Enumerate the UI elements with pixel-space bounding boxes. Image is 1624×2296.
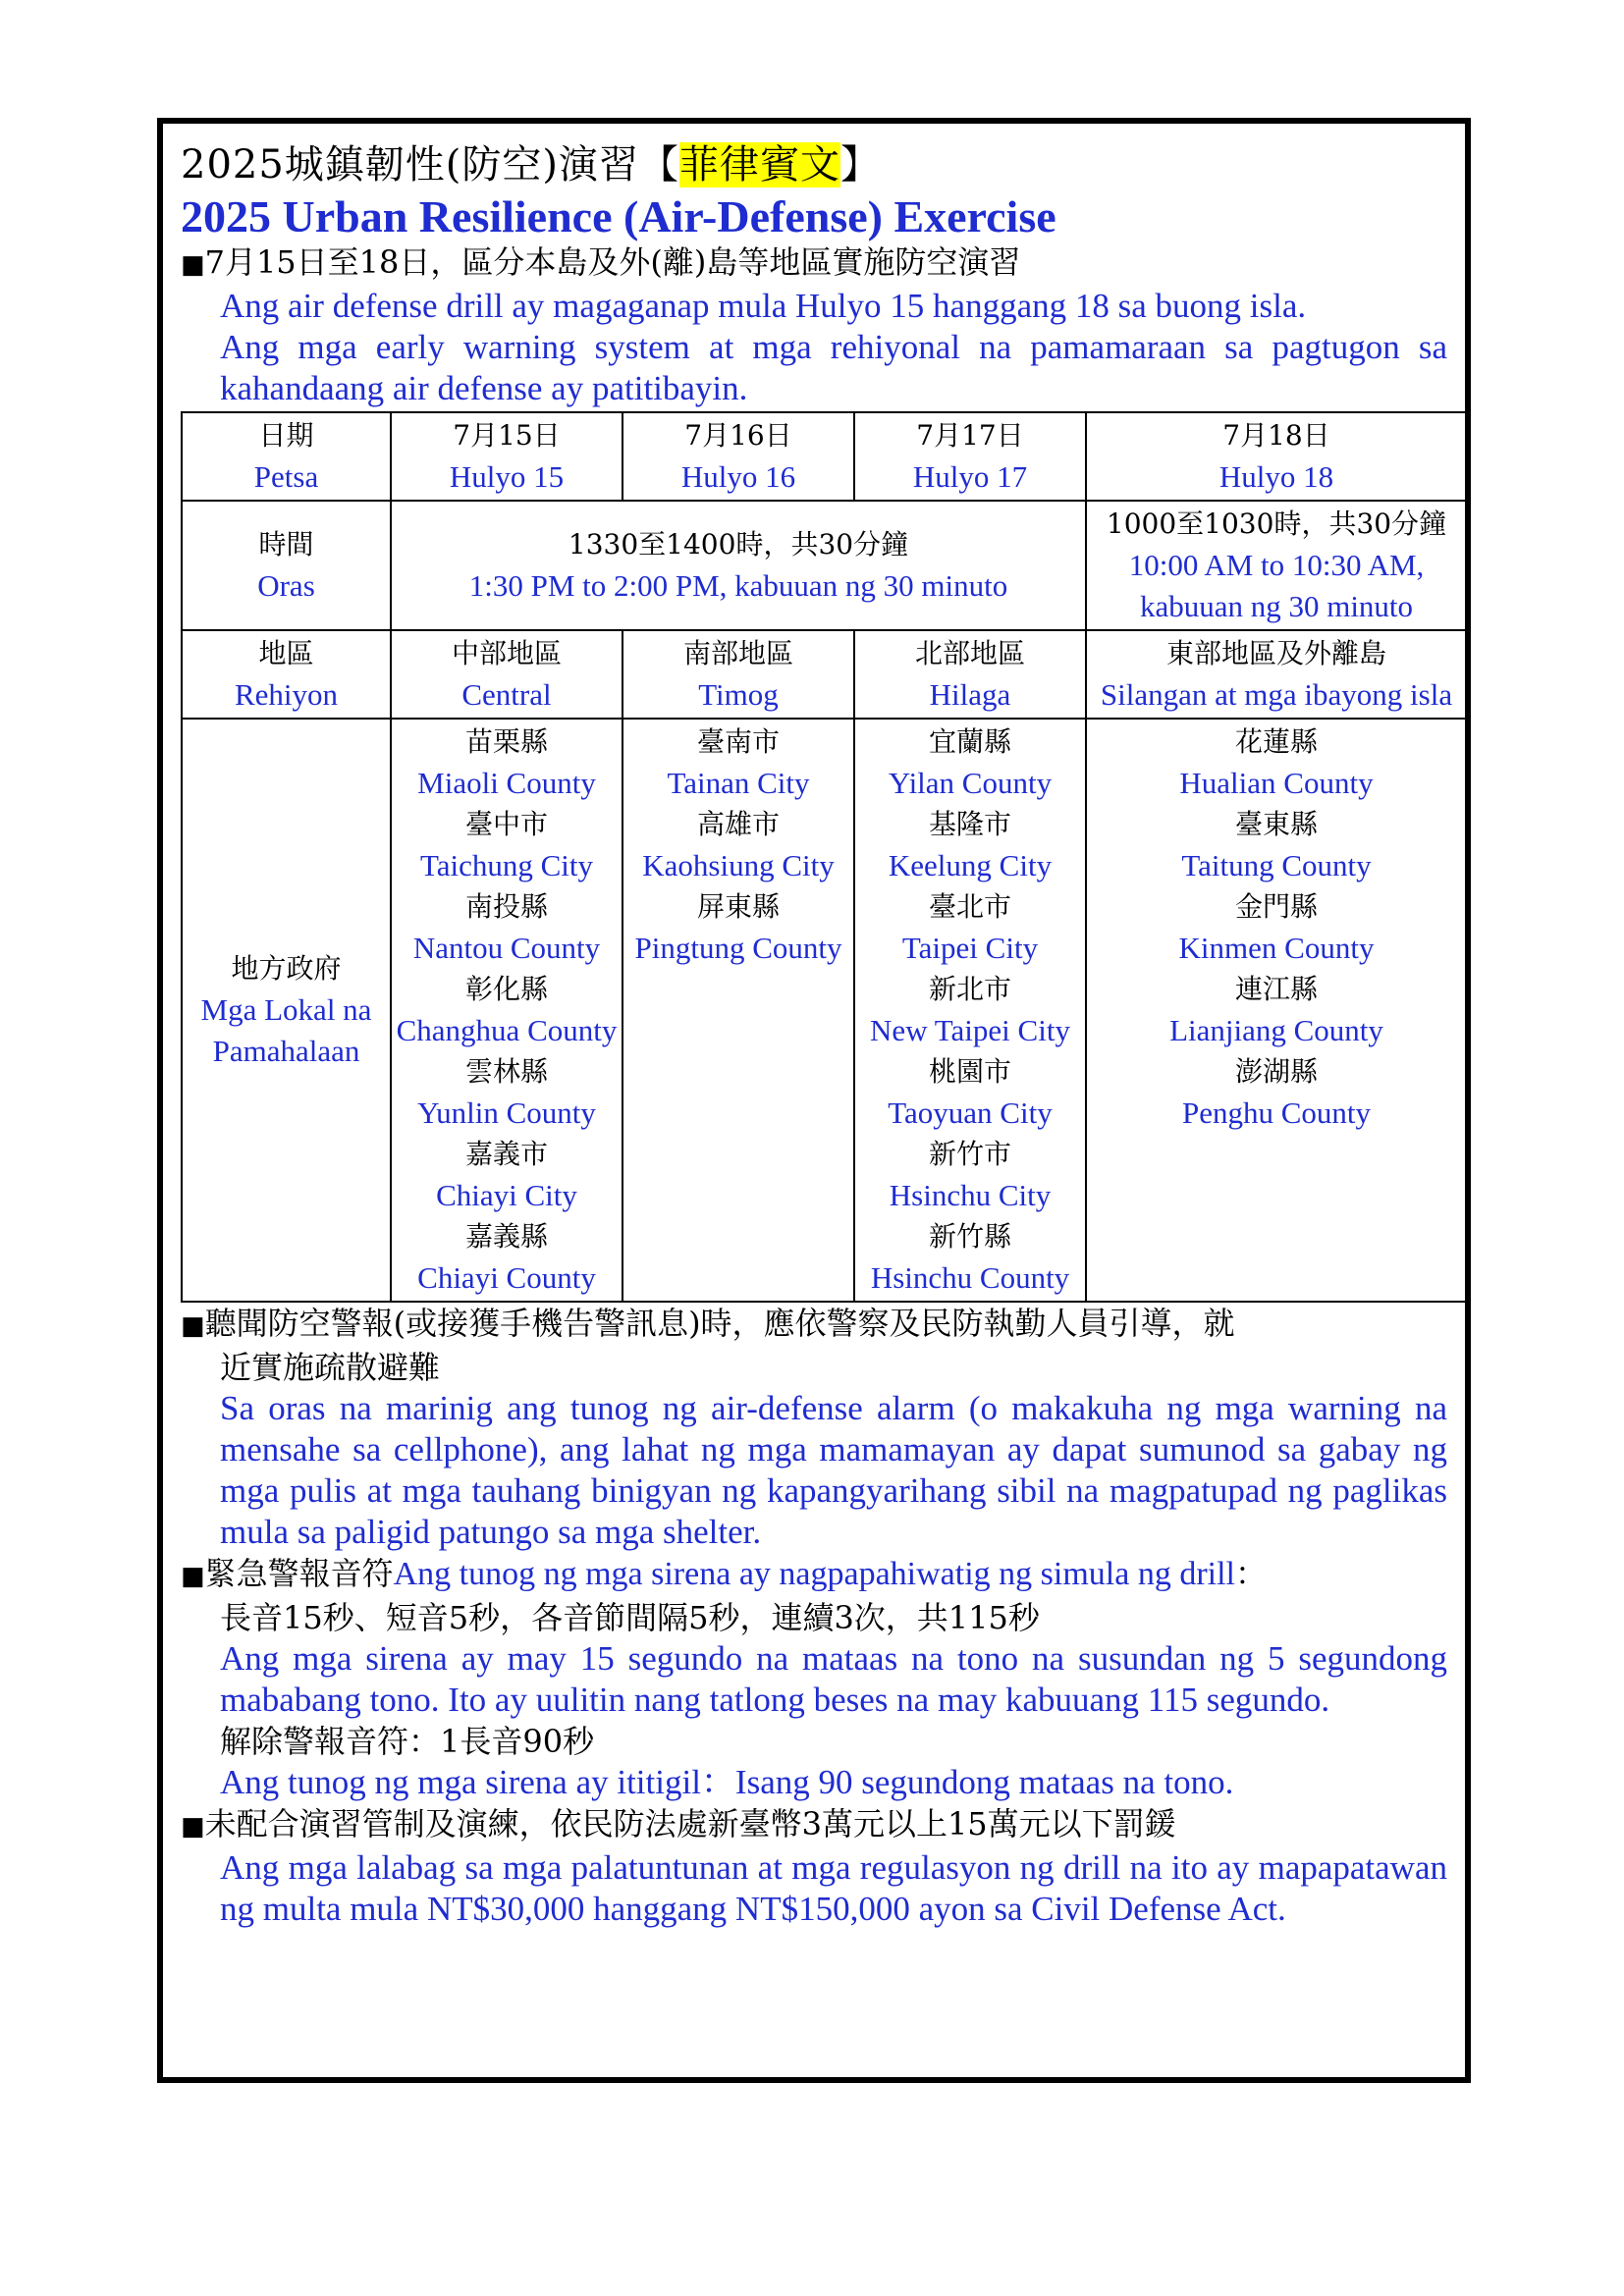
county-en: Taoyuan City <box>888 1095 1053 1130</box>
region-zh: 南部地區 <box>682 637 793 669</box>
date-en: Hulyo 17 <box>912 459 1028 494</box>
county-zh: 臺北市 <box>928 890 1011 923</box>
region-header-zh: 地區 <box>258 637 314 669</box>
siren-clear-en: Ang tunog ng mga sirena ay ititigil：Isang 90 segundong mataas na tono. <box>220 1763 1234 1801</box>
alarm-bullet <box>181 1303 1447 1347</box>
county-zh: 花蓮縣 <box>1234 725 1318 758</box>
county-zh: 澎湖縣 <box>1234 1055 1318 1088</box>
language-highlight: 菲律賓文 <box>679 142 841 187</box>
region-header <box>182 630 391 719</box>
county-en: Kaohsiung City <box>642 848 835 882</box>
time-last-en: 10:00 AM to 10:30 AM, kabuuan ng 30 minuto <box>1128 548 1425 623</box>
bullet-marker: ■ <box>181 250 205 280</box>
county-zh: 苗栗縣 <box>464 725 548 758</box>
date-en: Hulyo 16 <box>680 459 796 494</box>
county-en: Tainan City <box>667 766 810 800</box>
time-span-cell <box>391 501 1086 630</box>
siren-bullet <box>181 1553 1447 1597</box>
county-en: Yunlin County <box>417 1095 596 1130</box>
time-span-en: 1:30 PM to 2:00 PM, kabuuan ng 30 minuto <box>468 568 1008 603</box>
county-zh: 臺中市 <box>464 808 548 840</box>
bullet-marker: ■ <box>181 1311 205 1341</box>
time-last-zh: 1000至1030時，共30分鐘 <box>1106 507 1447 540</box>
time-last-cell <box>1086 501 1467 630</box>
penalty-en: Ang mga lalabag sa mga palatuntunan at mga regulasyon ng drill na ito ay mapapatawan ng multa mula NT$30,000 hanggang NT$150,000 ayon sa Civil Defense Act. <box>220 1848 1447 1928</box>
siren-zh-prefix: 緊急警報音符 <box>204 1555 394 1592</box>
county-zh: 桃園市 <box>928 1055 1011 1088</box>
penalty-bullet <box>181 1803 1447 1847</box>
region-en: Timog <box>698 677 779 712</box>
date-header-en: Petsa <box>253 459 319 494</box>
county-zh: 連江縣 <box>1234 973 1318 1005</box>
region-cell <box>391 630 623 719</box>
county-en: New Taipei City <box>870 1013 1070 1047</box>
document-content <box>181 137 1453 1930</box>
county-zh: 高雄市 <box>696 808 780 840</box>
county-zh: 新北市 <box>928 973 1011 1005</box>
date-cell <box>391 412 623 501</box>
time-header-zh: 時間 <box>258 528 314 561</box>
north-governments <box>854 719 1086 1302</box>
date-zh: 7月17日 <box>916 419 1024 452</box>
county-en: Hualian County <box>1179 766 1374 800</box>
bullet-marker: ■ <box>181 1812 205 1842</box>
county-zh: 宜蘭縣 <box>928 725 1011 758</box>
county-en: Chiayi County <box>417 1260 596 1295</box>
county-en: Chiayi City <box>436 1178 577 1212</box>
penalty-zh: 未配合演習管制及演練，依民防法處新臺幣3萬元以上15萬元以下罰鍰 <box>204 1805 1176 1842</box>
county-en: Hsinchu County <box>870 1260 1070 1295</box>
date-header <box>182 412 391 501</box>
county-en: Taitung County <box>1181 848 1372 882</box>
table-row-date <box>182 412 1467 501</box>
county-en: Keelung City <box>888 848 1053 882</box>
date-zh: 7月16日 <box>684 419 792 452</box>
county-en: Changhua County <box>396 1013 618 1047</box>
region-zh: 中部地區 <box>451 637 562 669</box>
siren-en-inline: Ang tunog ng mga sirena ay nagpapahiwatig ng simula ng drill <box>393 1556 1235 1592</box>
county-zh: 南投縣 <box>464 890 548 923</box>
county-zh: 雲林縣 <box>464 1055 548 1088</box>
government-header-en: Mga Lokal na Pamahalaan <box>200 992 372 1068</box>
title-chinese <box>181 137 1447 192</box>
table-row-time <box>182 501 1467 630</box>
county-en: Taipei City <box>901 931 1039 965</box>
title-zh-text: 2025城鎮韌性(防空)演習【 <box>181 142 680 187</box>
date-header-zh: 日期 <box>258 419 314 452</box>
date-zh: 7月15日 <box>453 419 561 452</box>
county-en: Nantou County <box>412 931 601 965</box>
county-zh: 新竹縣 <box>928 1220 1011 1253</box>
title-zh-bracket: 】 <box>840 142 882 187</box>
bullet-marker: ■ <box>181 1562 205 1591</box>
region-en: Silangan at mga ibayong isla <box>1100 677 1453 712</box>
region-zh: 北部地區 <box>914 637 1025 669</box>
south-governments <box>623 719 854 1302</box>
county-en: Lianjiang County <box>1169 1013 1383 1047</box>
table-row-government <box>182 719 1467 1302</box>
east-governments <box>1086 719 1467 1302</box>
county-en: Yilan County <box>888 766 1053 800</box>
time-span-zh: 1330至1400時，共30分鐘 <box>568 528 909 561</box>
date-cell <box>623 412 854 501</box>
alarm-en: Sa oras na marinig ang tunog ng air-defense alarm (o makakuha ng mga warning na mensahe sa cellphone), ang lahat ng mga mamamayan ay dapat sumunod sa gabay ng mga pulis at mga tauhang binigyan ng kapangyarihang sibil na magpatupad ng paglikas mula sa paligid patungo sa mga shelter. <box>220 1389 1447 1551</box>
county-en: Taichung City <box>419 848 594 882</box>
county-en: Kinmen County <box>1178 931 1375 965</box>
intro-zh: 7月15日至18日，區分本島及外(離)島等地區實施防空演習 <box>204 243 1021 281</box>
county-en: Hsinchu City <box>889 1178 1052 1212</box>
county-zh: 臺南市 <box>696 725 780 758</box>
county-zh: 臺東縣 <box>1234 808 1318 840</box>
date-en: Hulyo 18 <box>1218 459 1334 494</box>
siren-zh-2: 長音15秒、短音5秒，各音節間隔5秒，連續3次，共115秒 <box>220 1599 1040 1636</box>
region-cell <box>854 630 1086 719</box>
schedule-table <box>181 411 1468 1303</box>
county-zh: 嘉義縣 <box>464 1220 548 1253</box>
region-en: Hilaga <box>929 677 1011 712</box>
central-governments <box>391 719 623 1302</box>
county-en: Pingtung County <box>634 931 842 965</box>
region-cell <box>623 630 854 719</box>
county-zh: 屏東縣 <box>696 890 780 923</box>
government-header <box>182 719 391 1302</box>
county-en: Penghu County <box>1181 1095 1372 1130</box>
region-header-en: Rehiyon <box>234 677 339 712</box>
title-english: 2025 Urban Resilience (Air-Defense) Exercise <box>181 191 1056 241</box>
region-cell <box>1086 630 1467 719</box>
date-cell <box>1086 412 1467 501</box>
county-zh: 新竹市 <box>928 1138 1011 1170</box>
government-header-zh: 地方政府 <box>231 952 342 985</box>
intro-en-1: Ang air defense drill ay magaganap mula Hulyo 15 hanggang 18 sa buong isla. <box>220 287 1307 325</box>
date-en: Hulyo 15 <box>449 459 565 494</box>
document-frame <box>157 118 1471 2083</box>
county-zh: 彰化縣 <box>464 973 548 1005</box>
intro-en-2: Ang mga early warning system at mga rehiyonal na pamamaraan sa pagtugon sa kahandaang air defense ay patitibayin. <box>220 328 1447 407</box>
county-zh: 金門縣 <box>1234 890 1318 923</box>
time-header-en: Oras <box>257 568 315 603</box>
time-header <box>182 501 391 630</box>
region-en: Central <box>461 677 552 712</box>
date-cell <box>854 412 1086 501</box>
alarm-zh-2: 近實施疏散避難 <box>220 1349 441 1386</box>
alarm-zh-1: 聽聞防空警報(或接獲手機告警訊息)時，應依警察及民防執勤人員引導，就 <box>204 1305 1235 1342</box>
siren-colon: ： <box>1234 1555 1267 1592</box>
county-en: Miaoli County <box>417 766 596 800</box>
siren-en-2: Ang mga sirena ay may 15 segundo na mataas na tono na susundan ng 5 segundong mababang tono. Ito ay uulitin nang tatlong beses na may kabuuang 115 segundo. <box>220 1639 1447 1719</box>
county-zh: 嘉義市 <box>464 1138 548 1170</box>
intro-bullet <box>181 241 1447 286</box>
table-row-region <box>182 630 1467 719</box>
region-zh: 東部地區及外離島 <box>1165 637 1386 669</box>
county-zh: 基隆市 <box>928 808 1011 840</box>
date-zh: 7月18日 <box>1222 419 1330 452</box>
siren-clear-zh: 解除警報音符：1長音90秒 <box>220 1723 595 1760</box>
